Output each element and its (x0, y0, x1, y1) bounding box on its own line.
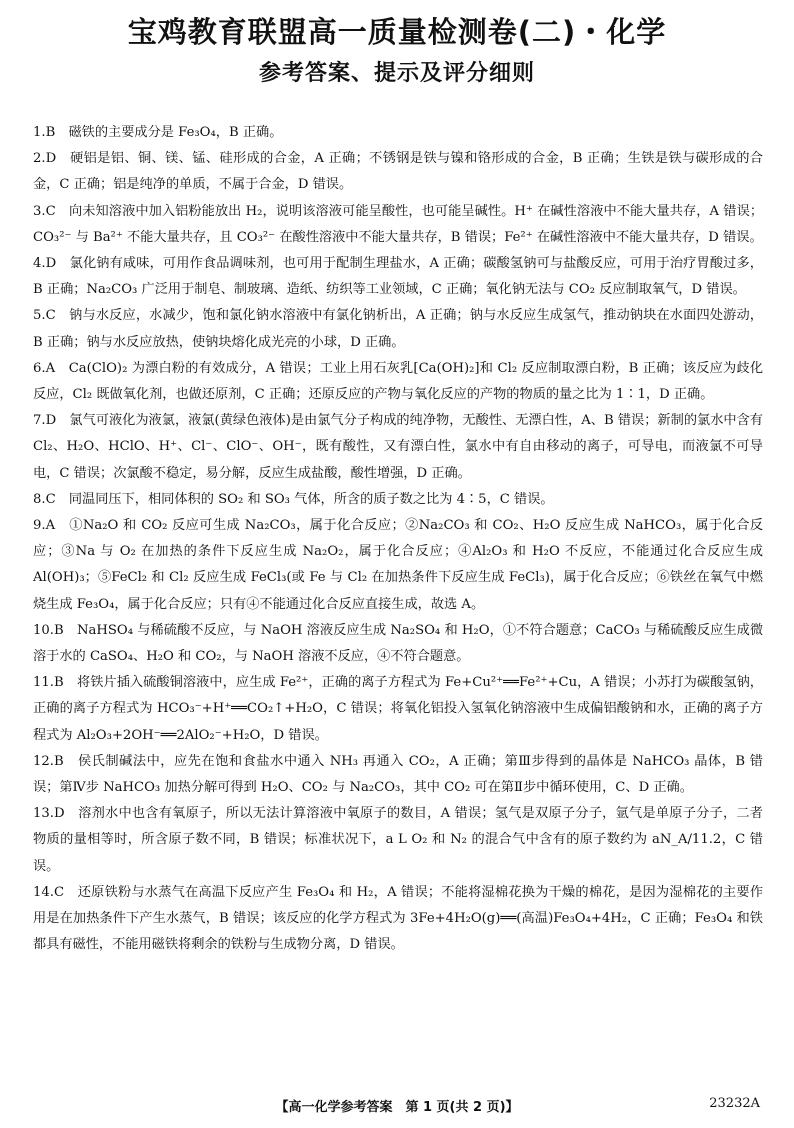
answer-number: 5.C (33, 308, 56, 324)
answer-number: 9.A (33, 518, 56, 534)
answer-number: 7.D (33, 413, 57, 429)
answer-explanation: 硬铝是铝、铜、镁、锰、硅形成的合金，A 正确；不锈钢是铁与镍和铬形成的合金，B 正确；生铁是铁与碳形成的合金，C 正确；铝是纯净的单质，不属于合金，D 错误。 (33, 151, 763, 193)
answer-item (33, 801, 763, 880)
answer-list (33, 120, 763, 959)
answer-explanation: 氯化钠有咸味，可用作食品调味剂，也可用于配制生理盐水，A 正确；碳酸氢钠可与盐酸反应，可用于治疗胃酸过多，B 正确；Na₂CO₃ 广泛用于制皂、制玻璃、造纸、纺织等工业领域，C 正确；氧化钠无法与 CO₂ 反应制取氧气，D 错误。 (33, 256, 763, 298)
answer-explanation: 侯氏制碱法中，应先在饱和食盐水中通入 NH₃ 再通入 CO₂，A 正确；第Ⅲ步得到的晶体是 NaHCO₃ 晶体，B 错误；第Ⅳ步 NaHCO₃ 加热分解可得到 H₂O、CO₂ 与 Na₂CO₃，其中 CO₂ 可在第Ⅱ步中循环使用，C、D 正确。 (33, 753, 763, 796)
answer-item (33, 513, 763, 618)
answer-explanation: 磁铁的主要成分是 Fe₃O₄，B 正确。 (68, 125, 283, 140)
page-subtitle: 参考答案、提示及评分细则 (258, 61, 535, 86)
answer-explanation: NaHSO₄ 与稀硫酸不反应，与 NaOH 溶液反应生成 Na₂SO₄ 和 H₂O，①不符合题意；CaCO₃ 与稀硫酸反应生成微溶于水的 CaSO₄、H₂O 和 CO₂，与 NaOH 溶液不反应，④不符合题意。 (33, 622, 764, 665)
answer-number: 3.C (33, 203, 56, 219)
answer-item (33, 880, 763, 959)
answer-item (33, 356, 763, 408)
answer-number: 10.B (33, 622, 64, 638)
document-code: 23232A (709, 1096, 760, 1111)
answer-explanation: 钠与水反应，水减少，饱和氯化钠水溶液中有氯化钠析出，A 正确；钠与水反应生成氢气，推动钠块在水面四处游动，B 正确；钠与水反应放热，使钠块熔化成光亮的小球，D 正确。 (33, 308, 763, 350)
answer-number: 1.B (33, 125, 56, 140)
answer-explanation: 还原铁粉与水蒸气在高温下反应产生 Fe₃O₄ 和 H₂，A 错误；不能将湿棉花换为干燥的棉花，是因为湿棉花的主要作用是在加热条件下产生水蒸气，B 错误；该反应的化学方程式为 3Fe+4H₂O(g)══(高温)Fe₃O₄+4H₂，C 正确；Fe₃O₄ 和铁都具有磁性，不能用磁铁将剩余的铁粉与生成物分离，D 错误。 (33, 884, 764, 953)
answer-item (33, 618, 763, 670)
answer-item (33, 120, 763, 146)
answer-explanation: 向未知溶液中加入铝粉能放出 H₂，说明该溶液可能呈酸性，也可能呈碱性。H⁺ 在碱性溶液中不能大量共存，A 错误；CO₃²⁻ 与 Ba²⁺ 不能大量共存，且 CO₃²⁻ 在酸性溶液中不能大量共存，B 错误；Fe²⁺ 在碱性溶液中不能大量共存，D 错误。 (33, 203, 764, 245)
answer-number: 12.B (33, 753, 64, 769)
answer-number: 4.D (33, 256, 57, 272)
answer-item (33, 251, 763, 303)
page-title: 宝鸡教育联盟高一质量检测卷(二)・化学 (127, 15, 667, 49)
page-footer: 【高一化学参考答案 第 1 页(共 2 页)】 (275, 1100, 519, 1115)
answer-number: 11.B (33, 675, 64, 691)
answer-number: 2.D (33, 151, 57, 167)
answer-item (33, 670, 763, 749)
answer-item (33, 199, 763, 251)
answer-explanation: 氯气可液化为液氯，液氯(黄绿色液体)是由氯气分子构成的纯净物，无酸性、无漂白性，A、B 错误；新制的氯水中含有 Cl₂、H₂O、HClO、H⁺、Cl⁻、ClO⁻、OH⁻，既有酸性，又有漂白性，氯水中有自由移动的离子，可导电，而液氯不可导电，C 错误；次氯酸不稳定，易分解，反应生成盐酸，酸性增强，D 正确。 (33, 413, 763, 481)
answer-item (33, 749, 763, 801)
answer-explanation: ①Na₂O 和 CO₂ 反应可生成 Na₂CO₃，属于化合反应；②Na₂CO₃ 和 CO₂、H₂O 反应生成 NaHCO₃，属于化合反应；③Na 与 O₂ 在加热的条件下反应生成 Na₂O₂，属于化合反应；④Al₂O₃ 和 H₂O 不反应，不能通过化合反应生成 Al(OH)₃；⑤FeCl₂ 和 Cl₂ 反应生成 FeCl₃(或 Fe 与 Cl₂ 在加热条件下反应生成 FeCl₃)，属于化合反应；⑥铁丝在氧气中燃烧生成 Fe₃O₄，属于化合反应；只有④不能通过化合反应直接生成，故选 A。 (33, 518, 764, 612)
answer-item (33, 303, 763, 355)
answer-explanation: 溶剂水中也含有氧原子，所以无法计算溶液中氧原子的数目，A 错误；氢气是双原子分子，氩气是单原子分子，二者物质的量相等时，所含原子数不同，B 错误；标准状况下，a L O₂ 和 N₂ 的混合气中含有的原子数约为 aN_A/11.2，C 错误。 (33, 806, 763, 874)
answer-item (33, 408, 763, 487)
answer-number: 6.A (33, 360, 56, 376)
answer-explanation: 将铁片插入硫酸铜溶液中，应生成 Fe²⁺，正确的离子方程式为 Fe+Cu²⁺══Fe²⁺+Cu，A 错误；小苏打为碳酸氢钠，正确的离子方程式为 HCO₃⁻+H⁺══CO₂↑+H₂O，C 错误；将氧化铝投入氢氧化钠溶液中生成偏铝酸钠和水，正确的离子方程式为 Al₂O₃+2OH⁻══2AlO₂⁻+H₂O，D 错误。 (33, 675, 763, 743)
answer-number: 8.C (33, 491, 56, 507)
answer-explanation: 同温同压下，相同体积的 SO₂ 和 SO₃ 气体，所含的质子数之比为 4∶5，C 错误。 (68, 491, 554, 507)
answer-number: 14.C (33, 884, 65, 900)
answer-item (33, 146, 763, 198)
answer-number: 13.D (33, 806, 65, 822)
answer-explanation: Ca(ClO)₂ 为漂白粉的有效成分，A 错误；工业上用石灰乳[Ca(OH)₂]和 Cl₂ 反应制取漂白粉，B 正确；该反应为歧化反应，Cl₂ 既做氧化剂，也做还原剂，C 正确；还原反应的产物与氧化反应的产物的物质的量之比为 1∶1，D 正确。 (33, 360, 764, 403)
answer-item (33, 487, 763, 513)
